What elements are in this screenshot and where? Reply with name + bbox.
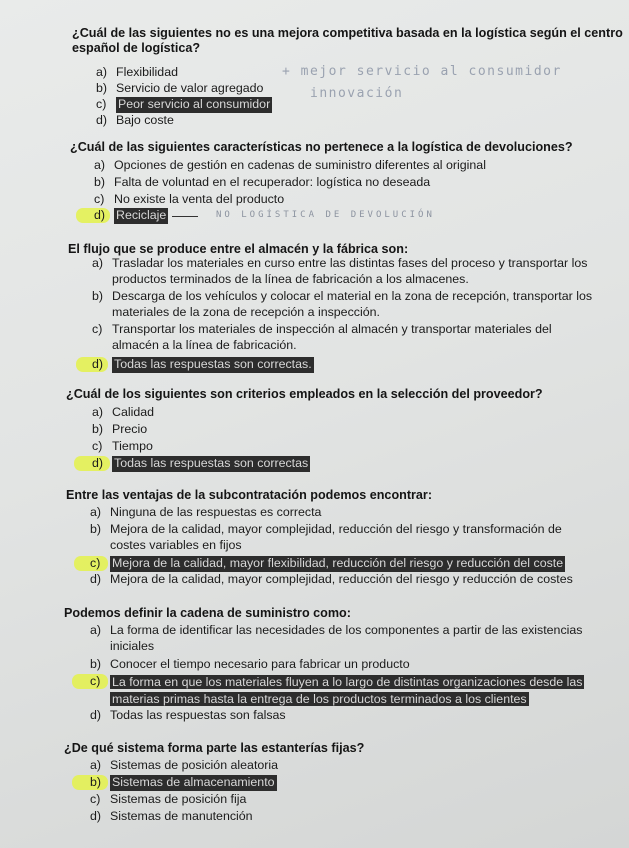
highlighted-answer: Mejora de la calidad, mayor flexibilidad, reducción del riesgo y reducción del coste xyxy=(112,556,564,570)
question-text: ¿Cuál de los siguientes son criterios empleados en la selección del proveedor? xyxy=(66,387,543,401)
handwritten-note: innovación xyxy=(310,86,404,101)
handwritten-note: NO LOGÍSTICA DE DEVOLUCIÓN xyxy=(216,210,435,220)
question-text: ¿Cuál de las siguientes no es una mejora competitiva basada en la logística según el centro español de logística? xyxy=(72,26,623,55)
highlighted-answer: Todas las respuestas son correctas xyxy=(114,456,309,470)
question-text: Entre las ventajas de la subcontratación podemos encontrar: xyxy=(66,488,433,502)
highlighted-answer: Reciclaje xyxy=(116,208,167,222)
question-text: Podemos definir la cadena de suministro como: xyxy=(64,606,351,620)
question-text: ¿Cuál de las siguientes características no pertenece a la logística de devoluciones? xyxy=(70,140,573,154)
highlighted-answer: Peor servicio al consumidor xyxy=(118,97,271,111)
highlighted-answer: Todas las respuestas son correctas. xyxy=(114,357,312,371)
handwritten-note: + mejor servicio al consumidor xyxy=(282,64,562,79)
handwritten-dash xyxy=(172,216,198,217)
question-text: ¿De qué sistema forma parte las estanterías fijas? xyxy=(64,741,365,755)
highlighted-answer: materias primas hasta la entrega de los productos terminados a los clientes xyxy=(112,692,527,706)
highlighted-answer: Sistemas de almacenamiento xyxy=(112,775,275,789)
highlighted-answer: La forma en que los materiales fluyen a lo largo de distintas organizaciones desde las xyxy=(112,675,583,689)
exam-page: ¿Cuál de las siguientes no es una mejora competitiva basada en la logística según el centro español de logística? a) Flexibilidad b) Servicio de valor agregado c) Peor servicio al consumidor d) Bajo coste + mejor servicio al consumidor innovación ¿Cuál de las siguientes características no pertenece a la logística de devoluciones? a) Opciones de gestión en cadenas de suministro diferentes al original b) Falta de voluntad en el recuperador: logística no deseada c) No existe la venta del producto d) Reciclaje NO LOGÍSTICA DE DEVOLUCIÓN El flujo que se produce entre el almacén y la fábrica son: a) Trasladar los materiales en curso entre las distintas fases del proceso y transportar los productos terminados de la línea de fabricación a los almacenes. b) Descarga de los vehículos y colocar el material en la zona de recepción, transportar los materiales de la zona de recepción a inspección. c) Transportar los materiales de inspección al almacén y transportar materiales del almacén a la línea de fabricación. d) Todas las respuestas son correctas. ¿Cuál de los siguientes son criterios empleados en la selección del proveedor? a) Calidad b) Precio c) Tiempo d) Todas las respuestas son correctas Entre las ventajas de la subcontratación podemos encontrar: a) Ninguna de las respuestas es correcta b) Mejora de la calidad, mayor complejidad, reducción del riesgo y transformación de costes variables en fijos c) Mejora de la calidad, mayor flexibilidad, reducción del riesgo y reducción del coste d) Mejora de la calidad, mayor complejidad, reducción del riesgo y reducción de costes Podemos definir la cadena de suministro como: a) La forma de identificar las necesidades de los componentes a partir de las existencias iniciales b) Conocer el tiempo necesario para fabricar un producto c) La forma en que los materiales fluyen a lo largo de distintas organizaciones desde las materias primas hasta la entrega de los productos terminados a los clientes d) Todas las respuestas son falsas ¿De qué sistema forma parte las estanterías fijas? a) Sistemas de posición aleatoria b) Sistemas de almacenamiento c) Sistemas de posición fija d) Sistemas de manutención xyxy=(64,26,623,823)
question-text: El flujo que se produce entre el almacén y la fábrica son: xyxy=(68,242,409,256)
